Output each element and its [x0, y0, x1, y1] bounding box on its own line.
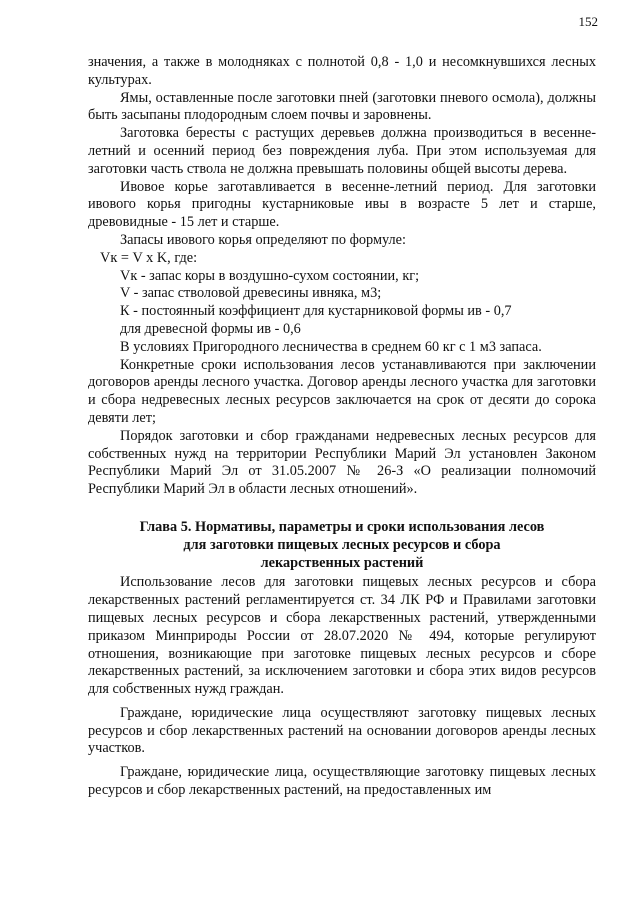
- paragraph-willow-bark: Ивовое корье заготавливается в весенне-летний период. Для заготовки ивового корья пригодны кустарниковые ивы в возрасте 5 лет и старше, древовидные - 15 лет и старше.: [88, 178, 596, 231]
- paragraph-stump-pits: Ямы, оставленные после заготовки пней (заготовки пневого осмола), должны быть засыпаны плодородным слоем почвы и заровнены.: [88, 89, 596, 124]
- definition-item: В условиях Пригородного лесничества в среднем 60 кг с 1 м3 запаса.: [120, 338, 542, 355]
- paragraph-formula-intro: Запасы ивового корья определяют по формуле:: [120, 231, 406, 248]
- definition-item: для древесной формы ив - 0,6: [120, 320, 301, 337]
- paragraph-provided-plots: Граждане, юридические лица, осуществляющие заготовку пищевых лесных ресурсов и сбор лекарственных растений, на предоставленных им: [88, 764, 596, 799]
- definition-item: V - запас стволовой древесины ивняка, м3;: [120, 285, 382, 302]
- paragraph-continuation: значения, а также в молодняках с полнотой 0,8 - 1,0 и несомкнувшихся лесных культурах.: [88, 54, 596, 88]
- paragraph-regulation: Использование лесов для заготовки пищевых лесных ресурсов и сбора лекарственных растений регламентируется ст. 34 ЛК РФ и Правилами заготовки пищевых лесных ресурсов и сбора лекарственных растений, утвержденными приказом Минприроды России от 28.07.2020 № 494, которые регулируют отношения, возникающие при заготовке пищевых лесных ресурсов и сборе лекарственных растений, за исключением заготовки и сбора этих видов ресурсов для собственных нужд граждан.: [88, 574, 596, 698]
- chapter-heading: [88, 519, 596, 572]
- paragraph-lease-basis: Граждане, юридические лица осуществляют заготовку пищевых лесных ресурсов и сбор лекарственных растений на основании договоров аренды лесных участков.: [88, 704, 596, 757]
- chapter-heading-line: лекарственных растений: [260, 554, 424, 571]
- definition-item: К - постоянный коэффициент для кустарниковой формы ив - 0,7: [120, 303, 512, 320]
- page-body: [88, 54, 596, 800]
- paragraph-birch-bark: Заготовка бересты с растущих деревьев должна производиться в весенне-летний и осенний период без повреждения луба. При этом используемая для заготовки часть ствола не должна превышать половины общей высоты дерева.: [88, 125, 596, 177]
- chapter-heading-line: для заготовки пищевых лесных ресурсов и сбора: [183, 536, 501, 553]
- paragraph-citizen-harvest: Порядок заготовки и сбор гражданами недревесных лесных ресурсов для собственных нужд на территории Республики Марий Эл установлен Законом Республики Марий Эл от 31.05.2007 № 26-З «О реализации полномочий Республики Марий Эл в области лесных отношений».: [88, 427, 596, 498]
- paragraph-lease-terms: Конкретные сроки использования лесов устанавливаются при заключении договоров аренды лесного участка. Договор аренды лесного участка для заготовки и сбора недревесных лесных ресурсов заключается на срок от десяти до сорока девяти лет;: [88, 356, 596, 426]
- chapter-heading-line: Глава 5. Нормативы, параметры и сроки использования лесов: [139, 518, 545, 535]
- page-number: 152: [578, 14, 598, 29]
- definition-item: Vк - запас коры в воздушно-сухом состоянии, кг;: [120, 267, 420, 284]
- formula: Vк = V x K, где:: [100, 249, 198, 266]
